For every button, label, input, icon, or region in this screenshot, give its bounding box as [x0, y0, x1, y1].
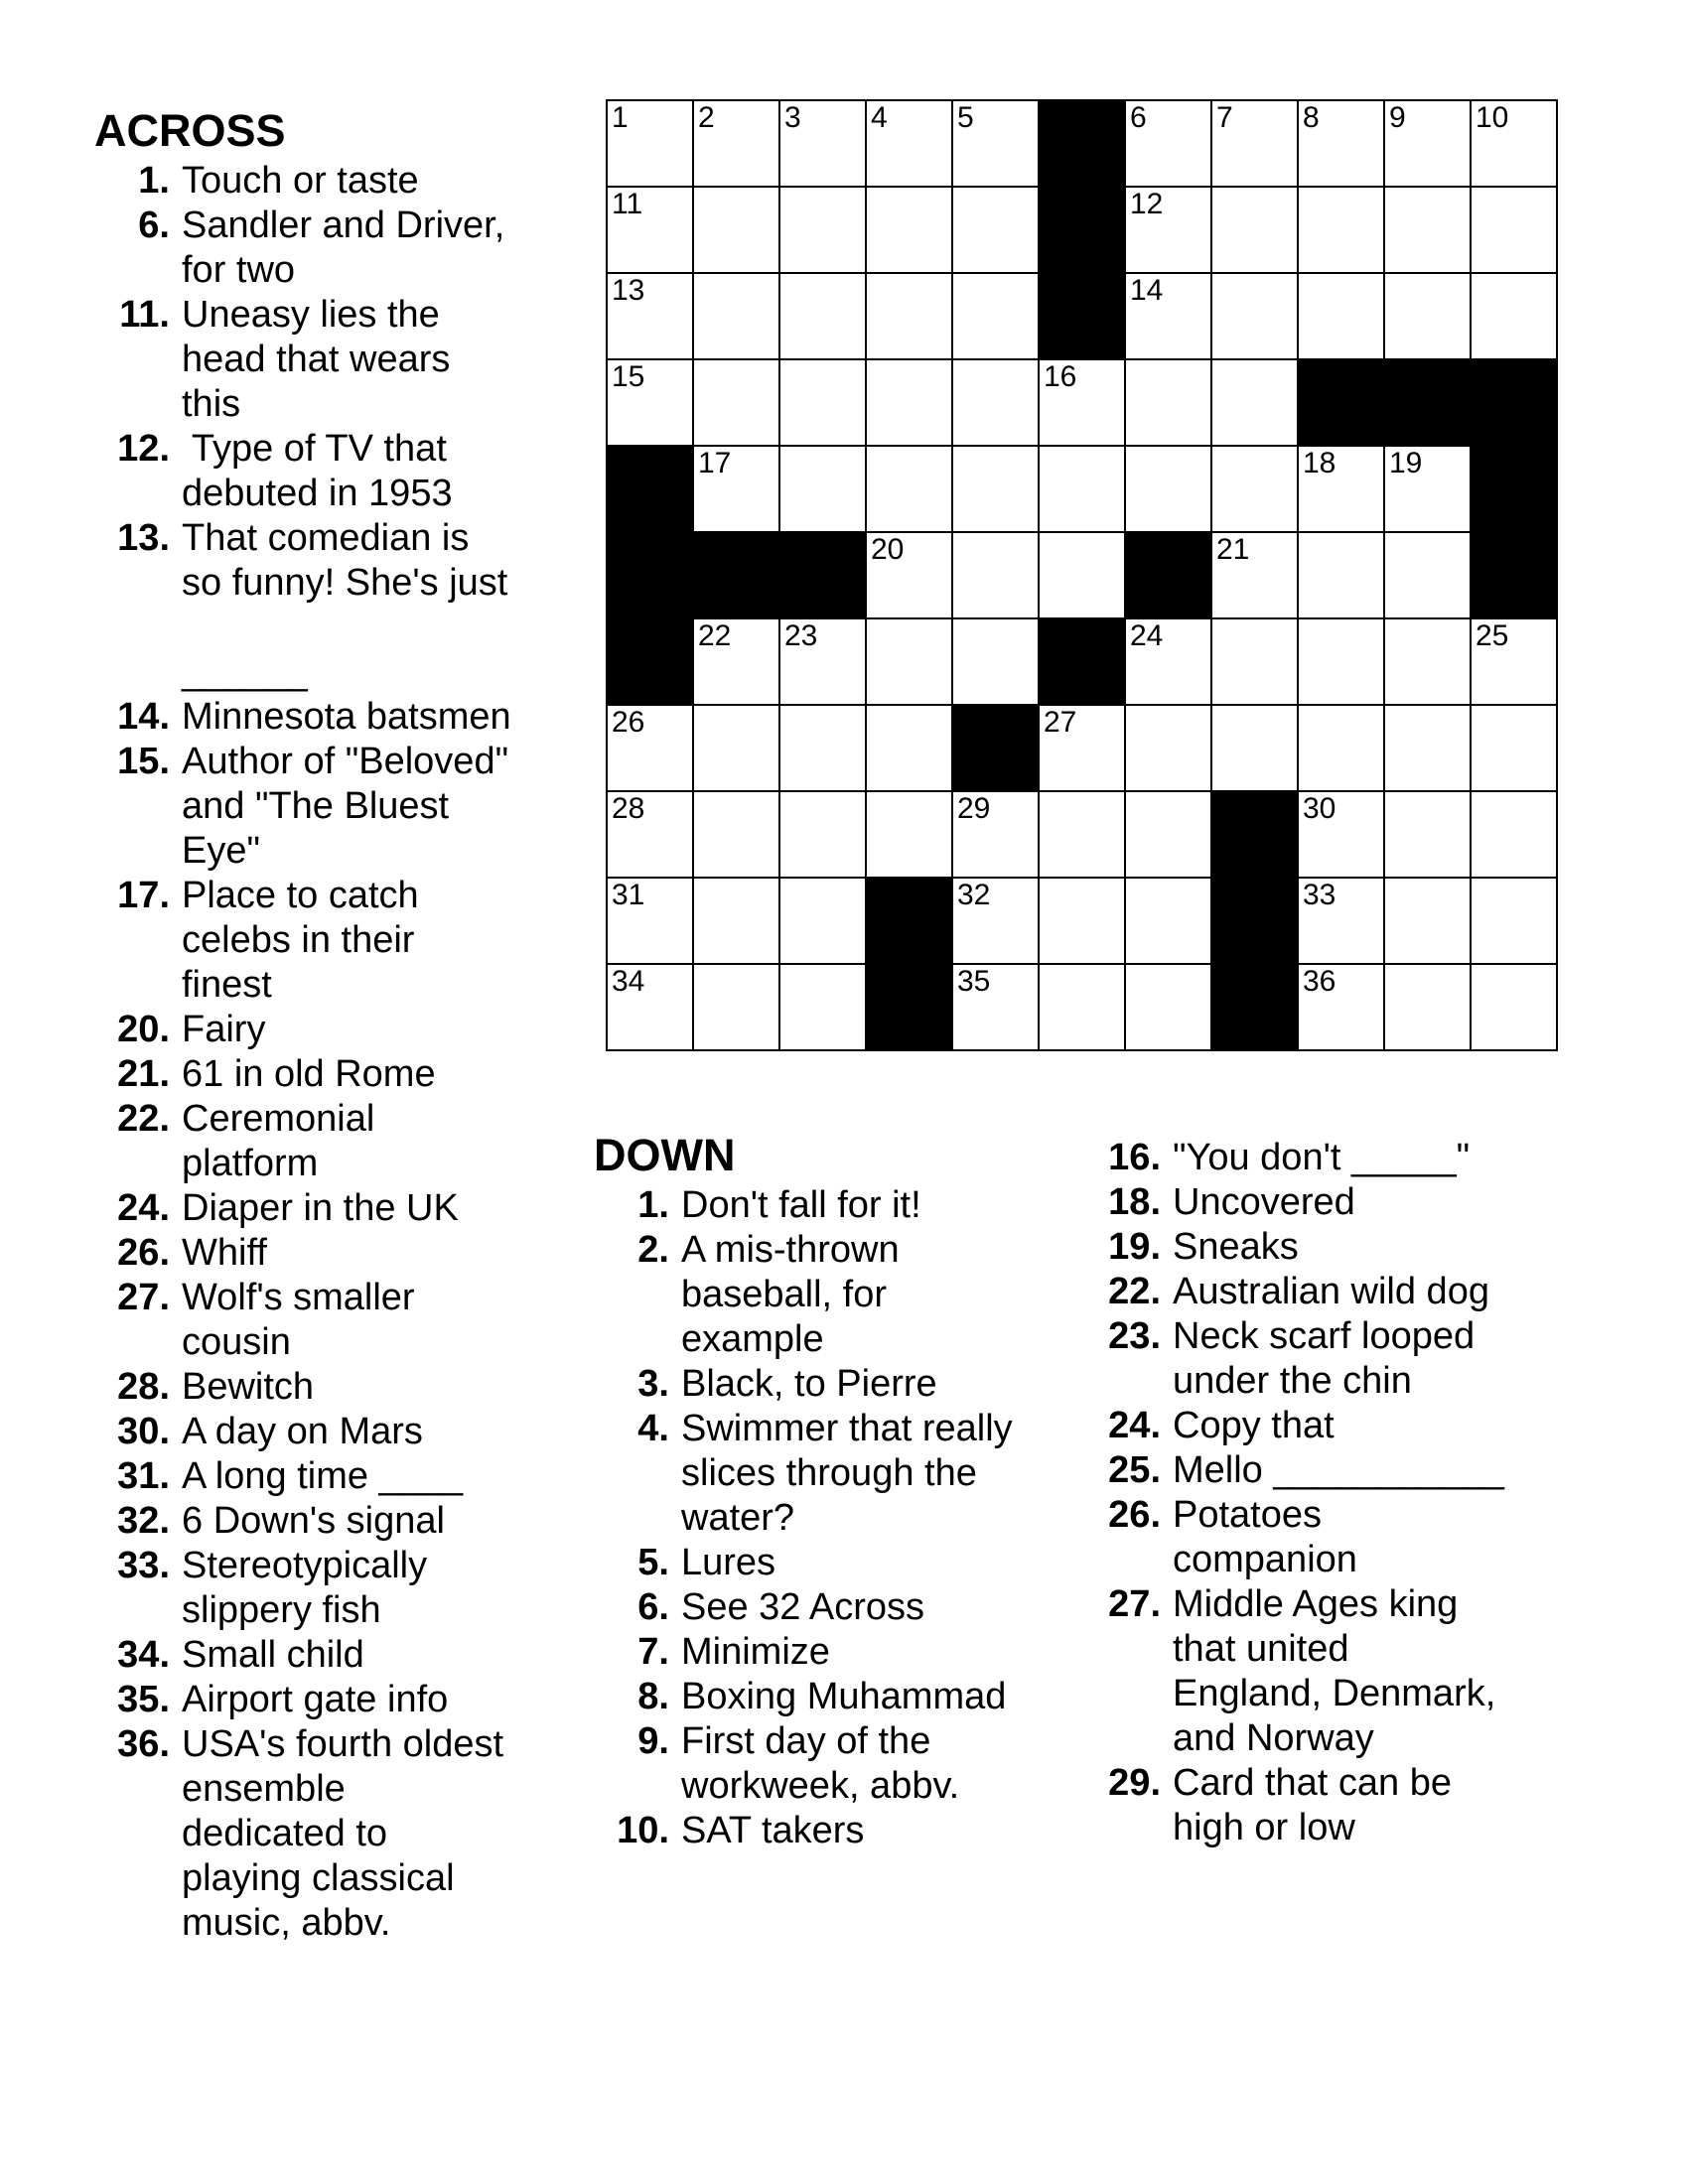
clue-number: 23.: [1108, 1315, 1161, 1357]
grid-cell-r5c10[interactable]: [1385, 447, 1472, 533]
clue-text: SAT takers: [681, 1810, 865, 1851]
grid-cell-r9c5[interactable]: [953, 792, 1040, 879]
down-clue-29: [1085, 1761, 1587, 1850]
grid-cell-number: 20: [871, 533, 905, 566]
grid-cell-r7c10[interactable]: [1385, 619, 1472, 706]
clue-text: Neck scarf looped under the chin: [1173, 1315, 1476, 1402]
grid-cell-r3c9[interactable]: [1299, 274, 1385, 360]
grid-black-cell-r5c11: [1472, 447, 1558, 533]
grid-cell-number: 21: [1216, 533, 1250, 566]
grid-cell-number: 23: [784, 619, 818, 652]
grid-cell-r7c7[interactable]: [1126, 619, 1212, 706]
grid-cell-r1c7[interactable]: [1126, 101, 1212, 188]
clue-text: Small child: [182, 1634, 364, 1676]
clue-text: Minimize: [681, 1631, 830, 1673]
clue-number: 6.: [637, 1586, 669, 1628]
grid-cell-r4c5[interactable]: [953, 360, 1040, 447]
down-clue-25: [1085, 1448, 1587, 1493]
grid-cell-r10c11[interactable]: [1472, 879, 1558, 965]
clue-number: 15.: [117, 741, 170, 782]
clue-number: 31.: [117, 1455, 170, 1497]
down-clue-2: [594, 1228, 1082, 1362]
clue-number: 27.: [1108, 1583, 1161, 1625]
across-section: [94, 105, 596, 1946]
grid-cell-r4c8[interactable]: [1212, 360, 1299, 447]
clue-number: 12.: [117, 428, 170, 470]
down-clue-list-column-1: [594, 1183, 1082, 1853]
grid-cell-r8c1[interactable]: [608, 706, 694, 792]
clue-number: 35.: [117, 1679, 170, 1720]
grid-cell-number: 15: [612, 360, 645, 393]
across-heading: ACROSS: [94, 105, 286, 156]
grid-cell-r5c4[interactable]: [867, 447, 953, 533]
grid-cell-r11c7[interactable]: [1126, 965, 1212, 1051]
grid-black-cell-r6c3: [780, 533, 867, 619]
clue-text: See 32 Across: [681, 1586, 925, 1628]
down-clue-23: [1085, 1314, 1587, 1404]
grid-cell-r3c2[interactable]: [694, 274, 780, 360]
grid-cell-number: 26: [612, 706, 645, 739]
clue-text: Author of "Beloved" and "The Bluest Eye": [182, 741, 509, 872]
clue-number: 7.: [637, 1631, 669, 1673]
grid-black-cell-r4c11: [1472, 360, 1558, 447]
grid-cell-number: 18: [1303, 447, 1336, 479]
grid-cell-r3c10[interactable]: [1385, 274, 1472, 360]
grid-cell-r2c10[interactable]: [1385, 188, 1472, 274]
grid-cell-number: 1: [612, 101, 629, 134]
grid-cell-r1c5[interactable]: [953, 101, 1040, 188]
across-clue-17: [94, 874, 596, 1008]
grid-black-cell-r4c10: [1385, 360, 1472, 447]
grid-cell-r10c7[interactable]: [1126, 879, 1212, 965]
clue-number: 36.: [117, 1723, 170, 1765]
across-clue-20: [94, 1008, 596, 1052]
grid-cell-number: 13: [612, 274, 645, 307]
clue-text: Boxing Muhammad: [681, 1676, 1007, 1717]
down-clue-22: [1085, 1270, 1587, 1314]
grid-black-cell-r9c8: [1212, 792, 1299, 879]
clue-text: Uncovered: [1173, 1181, 1355, 1223]
grid-cell-number: 35: [957, 965, 991, 998]
clue-text: First day of the workweek, abbv.: [681, 1720, 960, 1807]
grid-cell-number: 16: [1044, 360, 1077, 393]
down-clue-26: [1085, 1493, 1587, 1582]
clue-text: Place to catch celebs in their finest: [182, 875, 419, 1006]
grid-cell-r11c3[interactable]: [780, 965, 867, 1051]
clue-text: Diaper in the UK: [182, 1187, 459, 1229]
grid-cell-r9c7[interactable]: [1126, 792, 1212, 879]
grid-black-cell-r11c8: [1212, 965, 1299, 1051]
down-clue-10: [594, 1809, 1082, 1853]
grid-cell-number: 36: [1303, 965, 1336, 998]
grid-black-cell-r6c11: [1472, 533, 1558, 619]
clue-number: 24.: [1108, 1405, 1161, 1446]
down-clue-27: [1085, 1582, 1587, 1761]
clue-number: 21.: [117, 1053, 170, 1095]
grid-cell-r11c1[interactable]: [608, 965, 694, 1051]
grid-cell-number: 5: [957, 101, 974, 134]
grid-cell-r4c1[interactable]: [608, 360, 694, 447]
grid-black-cell-r8c5: [953, 706, 1040, 792]
grid-cell-r5c7[interactable]: [1126, 447, 1212, 533]
across-clue-33: [94, 1544, 596, 1633]
clue-text: Ceremonial platform: [182, 1098, 375, 1184]
across-clue-36: [94, 1722, 596, 1946]
grid-black-cell-r6c1: [608, 533, 694, 619]
clue-text: Middle Ages king that united England, Denmark, and Norway: [1173, 1583, 1496, 1759]
grid-cell-r10c5[interactable]: [953, 879, 1040, 965]
grid-cell-r11c2[interactable]: [694, 965, 780, 1051]
clue-text: Whiff: [182, 1232, 267, 1274]
clue-number: 25.: [1108, 1449, 1161, 1491]
grid-cell-r1c3[interactable]: [780, 101, 867, 188]
across-clue-27: [94, 1276, 596, 1365]
grid-cell-r8c10[interactable]: [1385, 706, 1472, 792]
across-clue-34: [94, 1633, 596, 1678]
clue-text: Black, to Pierre: [681, 1363, 937, 1405]
grid-cell-number: 29: [957, 792, 991, 825]
clue-text: Swimmer that really slices through the water?: [681, 1408, 1013, 1539]
across-clue-6: [94, 204, 596, 293]
clue-text: Uneasy lies the head that wears this: [182, 294, 451, 425]
clue-number: 33.: [117, 1545, 170, 1586]
clue-number: 29.: [1108, 1762, 1161, 1804]
down-clue-3: [594, 1362, 1082, 1407]
grid-cell-r6c9[interactable]: [1299, 533, 1385, 619]
across-clue-32: [94, 1499, 596, 1544]
grid-cell-number: 24: [1130, 619, 1164, 652]
down-clue-4: [594, 1407, 1082, 1541]
grid-cell-number: 27: [1044, 706, 1077, 739]
clue-text: Type of TV that debuted in 1953: [182, 428, 453, 514]
clue-text: Airport gate info: [182, 1679, 449, 1720]
grid-cell-r7c11[interactable]: [1472, 619, 1558, 706]
grid-cell-r10c3[interactable]: [780, 879, 867, 965]
clue-number: 9.: [637, 1720, 669, 1762]
down-clue-7: [594, 1630, 1082, 1675]
down-section-column-2: [1085, 1134, 1587, 1850]
across-clue-1: [94, 159, 596, 204]
clue-number: 1.: [637, 1184, 669, 1226]
grid-cell-r6c10[interactable]: [1385, 533, 1472, 619]
grid-cell-number: 7: [1216, 101, 1233, 134]
grid-black-cell-r10c8: [1212, 879, 1299, 965]
clue-text: Wolf's smaller cousin: [182, 1277, 415, 1363]
clue-number: 14.: [117, 696, 170, 738]
grid-cell-r3c8[interactable]: [1212, 274, 1299, 360]
clue-text: Mello ___________: [1173, 1449, 1504, 1491]
grid-cell-r7c5[interactable]: [953, 619, 1040, 706]
grid-cell-r10c9[interactable]: [1299, 879, 1385, 965]
clue-number: 22.: [1108, 1271, 1161, 1312]
grid-cell-r8c2[interactable]: [694, 706, 780, 792]
clue-number: 20.: [117, 1009, 170, 1050]
grid-cell-r4c3[interactable]: [780, 360, 867, 447]
grid-cell-r11c5[interactable]: [953, 965, 1040, 1051]
clue-text: Don't fall for it!: [681, 1184, 921, 1226]
clue-number: 22.: [117, 1098, 170, 1140]
grid-cell-number: 32: [957, 879, 991, 911]
across-clue-13: [94, 516, 596, 695]
grid-cell-r4c2[interactable]: [694, 360, 780, 447]
across-clue-28: [94, 1365, 596, 1410]
grid-cell-r5c5[interactable]: [953, 447, 1040, 533]
grid-cell-number: 12: [1130, 188, 1164, 220]
grid-cell-r1c9[interactable]: [1299, 101, 1385, 188]
grid-cell-number: 6: [1130, 101, 1147, 134]
down-clue-18: [1085, 1180, 1587, 1225]
grid-cell-r7c8[interactable]: [1212, 619, 1299, 706]
grid-cell-r2c5[interactable]: [953, 188, 1040, 274]
down-clue-16: [1085, 1136, 1587, 1180]
grid-cell-r10c2[interactable]: [694, 879, 780, 965]
grid-cell-number: 30: [1303, 792, 1336, 825]
clue-number: 32.: [117, 1500, 170, 1542]
down-heading: DOWN: [594, 1130, 736, 1180]
across-clue-12: [94, 427, 596, 516]
grid-cell-r2c4[interactable]: [867, 188, 953, 274]
grid-cell-r1c11[interactable]: [1472, 101, 1558, 188]
clue-text: 6 Down's signal: [182, 1500, 445, 1542]
clue-number: 8.: [637, 1676, 669, 1717]
grid-cell-number: 2: [698, 101, 715, 134]
grid-cell-number: 9: [1389, 101, 1406, 134]
across-clue-31: [94, 1454, 596, 1499]
grid-cell-r5c9[interactable]: [1299, 447, 1385, 533]
grid-cell-r11c9[interactable]: [1299, 965, 1385, 1051]
grid-cell-r8c11[interactable]: [1472, 706, 1558, 792]
grid-black-cell-r6c2: [694, 533, 780, 619]
clue-number: 3.: [637, 1363, 669, 1405]
clue-text: A long time ____: [182, 1455, 464, 1497]
grid-cell-number: 14: [1130, 274, 1164, 307]
grid-cell-number: 34: [612, 965, 645, 998]
grid-cell-r5c8[interactable]: [1212, 447, 1299, 533]
clue-number: 28.: [117, 1366, 170, 1408]
grid-black-cell-r7c6: [1040, 619, 1126, 706]
grid-black-cell-r10c4: [867, 879, 953, 965]
grid-cell-r6c5[interactable]: [953, 533, 1040, 619]
clue-text: Minnesota batsmen: [182, 696, 511, 738]
grid-cell-r3c3[interactable]: [780, 274, 867, 360]
clue-text: Lures: [681, 1542, 776, 1583]
grid-cell-number: 3: [784, 101, 801, 134]
clue-number: 11.: [119, 294, 170, 336]
clue-text: Australian wild dog: [1173, 1271, 1489, 1312]
across-clue-24: [94, 1186, 596, 1231]
clue-text: Bewitch: [182, 1366, 315, 1408]
clue-text: A mis-thrown baseball, for example: [681, 1229, 900, 1360]
clue-number: 26.: [117, 1232, 170, 1274]
grid-black-cell-r1c6: [1040, 101, 1126, 188]
grid-cell-r4c6[interactable]: [1040, 360, 1126, 447]
across-clue-11: [94, 293, 596, 427]
clue-number: 24.: [117, 1187, 170, 1229]
clue-text: Sneaks: [1173, 1226, 1299, 1268]
grid-cell-number: 19: [1389, 447, 1423, 479]
clue-text: Stereotypically slippery fish: [182, 1545, 428, 1631]
grid-cell-r3c4[interactable]: [867, 274, 953, 360]
grid-cell-number: 10: [1476, 101, 1509, 134]
grid-black-cell-r2c6: [1040, 188, 1126, 274]
grid-cell-r7c9[interactable]: [1299, 619, 1385, 706]
clue-text: "You don't _____": [1173, 1137, 1471, 1178]
grid-cell-r9c1[interactable]: [608, 792, 694, 879]
clue-number: 34.: [117, 1634, 170, 1676]
clue-number: 6.: [138, 205, 170, 246]
grid-cell-r2c8[interactable]: [1212, 188, 1299, 274]
clue-text: Sandler and Driver, for two: [182, 205, 505, 291]
grid-cell-r9c6[interactable]: [1040, 792, 1126, 879]
clue-number: 1.: [138, 160, 170, 202]
clue-text: 61 in old Rome: [182, 1053, 436, 1095]
grid-cell-r5c2[interactable]: [694, 447, 780, 533]
grid-cell-number: 4: [871, 101, 888, 134]
across-clue-30: [94, 1410, 596, 1454]
grid-cell-r8c6[interactable]: [1040, 706, 1126, 792]
grid-cell-r4c7[interactable]: [1126, 360, 1212, 447]
clue-text: Card that can be high or low: [1173, 1762, 1452, 1848]
grid-cell-r3c7[interactable]: [1126, 274, 1212, 360]
clue-number: 5.: [637, 1542, 669, 1583]
grid-cell-r7c2[interactable]: [694, 619, 780, 706]
across-clue-list: [94, 159, 596, 1946]
clue-number: 18.: [1108, 1181, 1161, 1223]
grid-cell-r6c6[interactable]: [1040, 533, 1126, 619]
grid-cell-r9c11[interactable]: [1472, 792, 1558, 879]
across-clue-21: [94, 1052, 596, 1097]
grid-cell-r11c10[interactable]: [1385, 965, 1472, 1051]
down-clue-8: [594, 1675, 1082, 1719]
grid-cell-r5c3[interactable]: [780, 447, 867, 533]
grid-cell-r10c10[interactable]: [1385, 879, 1472, 965]
grid-cell-r1c2[interactable]: [694, 101, 780, 188]
clue-number: 26.: [1108, 1494, 1161, 1536]
grid-cell-r2c1[interactable]: [608, 188, 694, 274]
grid-cell-r9c3[interactable]: [780, 792, 867, 879]
down-clue-24: [1085, 1404, 1587, 1448]
clue-number: 13.: [117, 517, 170, 559]
clue-number: 10.: [617, 1810, 669, 1851]
grid-cell-number: 22: [698, 619, 732, 652]
down-clue-6: [594, 1585, 1082, 1630]
grid-cell-number: 8: [1303, 101, 1320, 134]
grid-cell-r6c4[interactable]: [867, 533, 953, 619]
grid-cell-r9c4[interactable]: [867, 792, 953, 879]
grid-cell-r1c4[interactable]: [867, 101, 953, 188]
grid-cell-r3c11[interactable]: [1472, 274, 1558, 360]
clue-text: Touch or taste: [182, 160, 419, 202]
clue-number: 30.: [117, 1411, 170, 1452]
grid-cell-r7c4[interactable]: [867, 619, 953, 706]
clue-number: 2.: [637, 1229, 669, 1271]
clue-text: Potatoes companion: [1173, 1494, 1357, 1580]
down-clue-5: [594, 1541, 1082, 1585]
grid-cell-r2c2[interactable]: [694, 188, 780, 274]
clue-number: 16.: [1108, 1137, 1161, 1178]
grid-cell-r1c10[interactable]: [1385, 101, 1472, 188]
crossword-grid: [606, 99, 1558, 1051]
grid-cell-r3c1[interactable]: [608, 274, 694, 360]
grid-black-cell-r7c1: [608, 619, 694, 706]
clue-text: Copy that: [1173, 1405, 1335, 1446]
across-clue-22: [94, 1097, 596, 1186]
across-clue-15: [94, 740, 596, 874]
grid-cell-r11c11[interactable]: [1472, 965, 1558, 1051]
grid-cell-r1c1[interactable]: [608, 101, 694, 188]
grid-cell-r6c8[interactable]: [1212, 533, 1299, 619]
clue-number: 19.: [1108, 1226, 1161, 1268]
grid-cell-r3c5[interactable]: [953, 274, 1040, 360]
grid-black-cell-r4c9: [1299, 360, 1385, 447]
clue-number: 27.: [117, 1277, 170, 1318]
clue-text: That comedian is so funny! She's just ______: [182, 517, 508, 693]
down-clue-1: [594, 1183, 1082, 1228]
grid-cell-number: 33: [1303, 879, 1336, 911]
grid-cell-r1c8[interactable]: [1212, 101, 1299, 188]
grid-cell-r8c9[interactable]: [1299, 706, 1385, 792]
grid-cell-r11c6[interactable]: [1040, 965, 1126, 1051]
grid-cell-r2c11[interactable]: [1472, 188, 1558, 274]
grid-cell-number: 17: [698, 447, 732, 479]
across-clue-14: [94, 695, 596, 740]
down-section-column-1: [594, 1130, 1082, 1853]
clue-text: USA's fourth oldest ensemble dedicated to playing classical music, abbv.: [182, 1723, 504, 1944]
grid-cell-r10c1[interactable]: [608, 879, 694, 965]
grid-cell-number: 11: [612, 188, 643, 220]
grid-cell-r7c3[interactable]: [780, 619, 867, 706]
grid-cell-number: 28: [612, 792, 645, 825]
grid-cell-number: 25: [1476, 619, 1509, 652]
clue-text: A day on Mars: [182, 1411, 423, 1452]
grid-cell-r9c2[interactable]: [694, 792, 780, 879]
down-clue-19: [1085, 1225, 1587, 1270]
grid-black-cell-r3c6: [1040, 274, 1126, 360]
grid-cell-r8c3[interactable]: [780, 706, 867, 792]
grid-black-cell-r11c4: [867, 965, 953, 1051]
across-clue-35: [94, 1678, 596, 1722]
across-clue-26: [94, 1231, 596, 1276]
grid-cell-r9c9[interactable]: [1299, 792, 1385, 879]
grid-black-cell-r6c7: [1126, 533, 1212, 619]
grid-cell-number: 31: [612, 879, 645, 911]
grid-cell-r10c6[interactable]: [1040, 879, 1126, 965]
clue-text: Fairy: [182, 1009, 266, 1050]
grid-cell-r4c4[interactable]: [867, 360, 953, 447]
grid-cell-r8c4[interactable]: [867, 706, 953, 792]
grid-cell-r2c7[interactable]: [1126, 188, 1212, 274]
grid-cell-r2c9[interactable]: [1299, 188, 1385, 274]
grid-cell-r8c7[interactable]: [1126, 706, 1212, 792]
clue-number: 4.: [637, 1408, 669, 1449]
clue-number: 17.: [117, 875, 170, 916]
grid-cell-r9c10[interactable]: [1385, 792, 1472, 879]
grid-black-cell-r5c1: [608, 447, 694, 533]
grid-cell-r2c3[interactable]: [780, 188, 867, 274]
grid-cell-r5c6[interactable]: [1040, 447, 1126, 533]
down-clue-list-column-2: [1085, 1136, 1587, 1850]
grid-cell-r8c8[interactable]: [1212, 706, 1299, 792]
down-clue-9: [594, 1719, 1082, 1809]
